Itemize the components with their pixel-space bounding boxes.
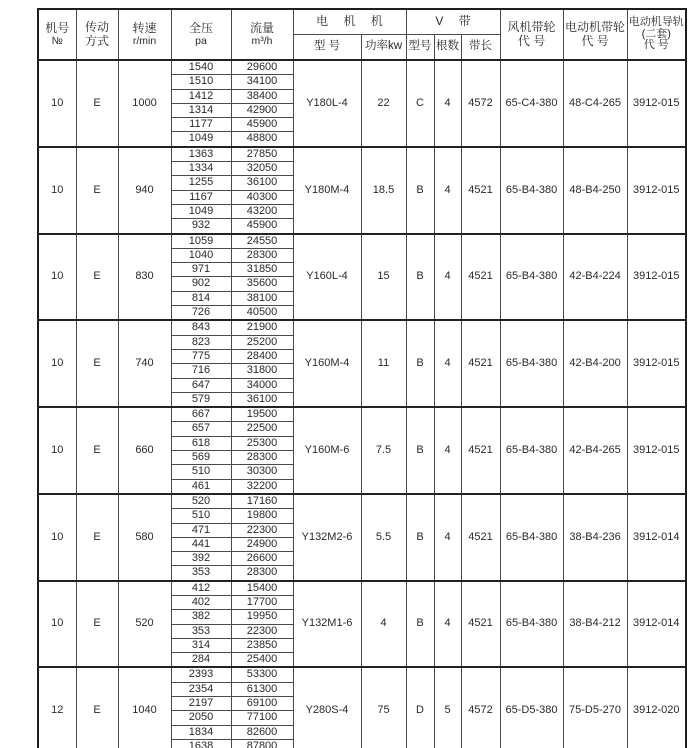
cell-pressure: 1834	[171, 725, 231, 739]
cell-flow: 19950	[231, 610, 293, 624]
cell-belt-count: 4	[434, 147, 461, 234]
cell-flow: 77100	[231, 711, 293, 725]
cell-machine-no: 10	[38, 320, 76, 407]
cell-belt-count: 4	[434, 60, 461, 147]
cell-speed: 830	[118, 234, 171, 321]
cell-fan-pulley: 65-B4-380	[500, 407, 563, 494]
cell-pressure: 569	[171, 451, 231, 465]
cell-flow: 43200	[231, 204, 293, 218]
header-machine-no	[38, 9, 76, 60]
table-row	[38, 667, 686, 682]
cell-pressure: 667	[171, 407, 231, 422]
cell-motor-power: 5.5	[361, 494, 406, 581]
cell-pressure: 520	[171, 494, 231, 509]
spec-table-body	[38, 60, 686, 748]
cell-flow: 40300	[231, 190, 293, 204]
cell-flow: 87800	[231, 739, 293, 748]
cell-speed: 940	[118, 147, 171, 234]
cell-pressure: 647	[171, 378, 231, 392]
cell-belt-length: 4572	[461, 60, 500, 147]
cell-motor-rail: 3912-015	[627, 234, 686, 321]
cell-pressure: 382	[171, 610, 231, 624]
cell-motor-power: 7.5	[361, 407, 406, 494]
cell-belt-model: B	[406, 320, 434, 407]
cell-pressure: 932	[171, 219, 231, 234]
cell-motor-rail: 3912-015	[627, 407, 686, 494]
cell-pressure: 775	[171, 349, 231, 363]
cell-pressure: 726	[171, 306, 231, 321]
cell-motor-power: 75	[361, 667, 406, 748]
table-row	[38, 581, 686, 596]
cell-pressure: 2393	[171, 667, 231, 682]
cell-pressure: 2354	[171, 682, 231, 696]
table-row	[38, 147, 686, 162]
cell-machine-no: 10	[38, 234, 76, 321]
table-row	[38, 234, 686, 249]
cell-flow: 28400	[231, 349, 293, 363]
cell-belt-count: 4	[434, 494, 461, 581]
cell-belt-length: 4572	[461, 667, 500, 748]
cell-flow: 28300	[231, 451, 293, 465]
cell-pressure: 1167	[171, 190, 231, 204]
cell-belt-model: D	[406, 667, 434, 748]
cell-pressure: 1412	[171, 89, 231, 103]
cell-belt-count: 4	[434, 581, 461, 668]
cell-pressure: 1255	[171, 176, 231, 190]
cell-belt-model: B	[406, 494, 434, 581]
header-pressure	[171, 9, 231, 60]
cell-speed: 1040	[118, 667, 171, 748]
cell-motor-power: 11	[361, 320, 406, 407]
cell-speed: 520	[118, 581, 171, 668]
cell-pressure: 353	[171, 624, 231, 638]
cell-flow: 17160	[231, 494, 293, 509]
cell-motor-model: Y160M-6	[293, 407, 361, 494]
header-speed	[118, 9, 171, 60]
cell-motor-power: 22	[361, 60, 406, 147]
table-row	[38, 494, 686, 509]
cell-belt-length: 4521	[461, 407, 500, 494]
cell-flow: 17700	[231, 595, 293, 609]
cell-pressure: 657	[171, 422, 231, 436]
cell-pressure: 823	[171, 335, 231, 349]
cell-pressure: 412	[171, 581, 231, 596]
cell-belt-model: B	[406, 581, 434, 668]
cell-belt-length: 4521	[461, 494, 500, 581]
cell-pressure: 902	[171, 277, 231, 291]
cell-machine-no: 10	[38, 581, 76, 668]
table-row	[38, 407, 686, 422]
header-speed-line2: r/min	[132, 35, 157, 48]
header-machine-no-line2: №	[51, 35, 63, 48]
cell-pressure: 1040	[171, 248, 231, 262]
header-motor-pulley	[563, 9, 627, 60]
cell-flow: 32200	[231, 479, 293, 494]
cell-motor-model: Y160L-4	[293, 234, 361, 321]
cell-flow: 26600	[231, 552, 293, 566]
cell-flow: 25400	[231, 653, 293, 668]
cell-flow: 19500	[231, 407, 293, 422]
header-motor-rail-line3: 代 号	[643, 39, 669, 52]
cell-flow: 30300	[231, 465, 293, 479]
cell-motor-model: Y280S-4	[293, 667, 361, 748]
cell-flow: 32050	[231, 162, 293, 176]
cell-pressure: 618	[171, 436, 231, 450]
cell-pressure: 1540	[171, 60, 231, 75]
cell-flow: 45900	[231, 219, 293, 234]
header-vbelt-group: V 带	[406, 9, 500, 35]
cell-fan-pulley: 65-B4-380	[500, 581, 563, 668]
cell-drive-mode: E	[76, 494, 118, 581]
cell-machine-no: 10	[38, 147, 76, 234]
cell-drive-mode: E	[76, 320, 118, 407]
header-fan-pulley-line2: 代 号	[517, 33, 546, 48]
cell-flow: 24550	[231, 234, 293, 249]
cell-pressure: 716	[171, 364, 231, 378]
cell-speed: 660	[118, 407, 171, 494]
header-motor-model: 型 号	[293, 35, 361, 61]
table-row	[38, 320, 686, 335]
cell-motor-rail: 3912-015	[627, 147, 686, 234]
cell-pressure: 1314	[171, 103, 231, 117]
cell-motor-model: Y132M1-6	[293, 581, 361, 668]
cell-flow: 25200	[231, 335, 293, 349]
cell-flow: 22300	[231, 523, 293, 537]
cell-flow: 35600	[231, 277, 293, 291]
cell-fan-pulley: 65-D5-380	[500, 667, 563, 748]
cell-pressure: 510	[171, 509, 231, 523]
cell-pressure: 1510	[171, 75, 231, 89]
cell-pressure: 1059	[171, 234, 231, 249]
header-motor-rail-line1: 电动机导轨	[628, 16, 684, 29]
header-motor-pulley-line1: 电动机带轮	[565, 19, 626, 34]
header-motor-rail	[627, 9, 686, 60]
cell-motor-pulley: 38-B4-212	[563, 581, 627, 668]
cell-machine-no: 12	[38, 667, 76, 748]
cell-pressure: 814	[171, 291, 231, 305]
cell-fan-pulley: 65-B4-380	[500, 147, 563, 234]
cell-fan-pulley: 65-B4-380	[500, 320, 563, 407]
cell-motor-rail: 3912-015	[627, 60, 686, 147]
header-vbelt-model: 型号	[406, 35, 434, 61]
cell-flow: 69100	[231, 697, 293, 711]
cell-drive-mode: E	[76, 147, 118, 234]
cell-flow: 22500	[231, 422, 293, 436]
cell-motor-power: 15	[361, 234, 406, 321]
cell-machine-no: 10	[38, 494, 76, 581]
cell-drive-mode: E	[76, 667, 118, 748]
cell-flow: 38100	[231, 291, 293, 305]
cell-flow: 61300	[231, 682, 293, 696]
cell-pressure: 843	[171, 320, 231, 335]
cell-flow: 28300	[231, 248, 293, 262]
cell-belt-count: 5	[434, 667, 461, 748]
cell-drive-mode: E	[76, 407, 118, 494]
header-motor-pulley-line2: 代 号	[581, 33, 609, 48]
cell-pressure: 2050	[171, 711, 231, 725]
cell-pressure: 353	[171, 566, 231, 581]
cell-drive-mode: E	[76, 60, 118, 147]
cell-motor-rail: 3912-015	[627, 320, 686, 407]
cell-speed: 1000	[118, 60, 171, 147]
cell-flow: 27850	[231, 147, 293, 162]
header-motor-group: 电 机 机	[293, 9, 406, 35]
cell-pressure: 1334	[171, 162, 231, 176]
cell-flow: 82600	[231, 725, 293, 739]
header-fan-pulley	[500, 9, 563, 60]
cell-belt-model: B	[406, 234, 434, 321]
cell-belt-count: 4	[434, 234, 461, 321]
cell-motor-model: Y180L-4	[293, 60, 361, 147]
cell-flow: 15400	[231, 581, 293, 596]
cell-belt-model: B	[406, 147, 434, 234]
header-fan-pulley-line1: 风机带轮	[507, 19, 556, 34]
cell-belt-model: C	[406, 60, 434, 147]
header-vbelt-count: 根数	[434, 35, 461, 61]
cell-flow: 28300	[231, 566, 293, 581]
cell-motor-model: Y132M2-6	[293, 494, 361, 581]
cell-belt-length: 4521	[461, 234, 500, 321]
header-drive-line1: 传动	[84, 19, 109, 34]
cell-pressure: 314	[171, 638, 231, 652]
cell-fan-pulley: 65-B4-380	[500, 234, 563, 321]
cell-motor-pulley: 42-B4-224	[563, 234, 627, 321]
cell-pressure: 1363	[171, 147, 231, 162]
cell-belt-length: 4521	[461, 320, 500, 407]
cell-motor-pulley: 48-B4-250	[563, 147, 627, 234]
cell-pressure: 471	[171, 523, 231, 537]
cell-motor-pulley: 42-B4-200	[563, 320, 627, 407]
header-pressure-line2: pa	[195, 35, 207, 48]
cell-belt-length: 4521	[461, 147, 500, 234]
cell-fan-pulley: 65-C4-380	[500, 60, 563, 147]
cell-belt-length: 4521	[461, 581, 500, 668]
cell-flow: 38400	[231, 89, 293, 103]
cell-flow: 31800	[231, 364, 293, 378]
cell-flow: 48800	[231, 132, 293, 147]
cell-motor-rail: 3912-014	[627, 581, 686, 668]
cell-drive-mode: E	[76, 581, 118, 668]
cell-motor-pulley: 48-C4-265	[563, 60, 627, 147]
cell-motor-pulley: 75-D5-270	[563, 667, 627, 748]
cell-pressure: 579	[171, 392, 231, 407]
cell-flow: 34100	[231, 75, 293, 89]
cell-flow: 45900	[231, 118, 293, 132]
cell-motor-model: Y180M-4	[293, 147, 361, 234]
cell-fan-pulley: 65-B4-380	[500, 494, 563, 581]
header-speed-line1: 转速	[132, 20, 157, 35]
header-pressure-line1: 全压	[188, 20, 213, 35]
header-vbelt-length: 带长	[461, 35, 500, 61]
cell-machine-no: 10	[38, 407, 76, 494]
cell-motor-pulley: 42-B4-265	[563, 407, 627, 494]
cell-motor-rail: 3912-020	[627, 667, 686, 748]
cell-pressure: 971	[171, 263, 231, 277]
cell-motor-model: Y160M-4	[293, 320, 361, 407]
cell-flow: 29600	[231, 60, 293, 75]
cell-pressure: 510	[171, 465, 231, 479]
cell-belt-count: 4	[434, 320, 461, 407]
header-motor-power: 功率kw	[361, 35, 406, 61]
header-drive-line2: 方式	[84, 33, 109, 48]
cell-flow: 22300	[231, 624, 293, 638]
cell-flow: 36100	[231, 392, 293, 407]
cell-pressure: 1049	[171, 132, 231, 147]
cell-belt-count: 4	[434, 407, 461, 494]
cell-machine-no: 10	[38, 60, 76, 147]
cell-flow: 31850	[231, 263, 293, 277]
fan-motor-spec-table	[37, 8, 687, 748]
table-row	[38, 60, 686, 75]
cell-flow: 25300	[231, 436, 293, 450]
cell-flow: 21900	[231, 320, 293, 335]
cell-pressure: 1638	[171, 739, 231, 748]
header-drive-mode	[76, 9, 118, 60]
cell-pressure: 461	[171, 479, 231, 494]
cell-flow: 53300	[231, 667, 293, 682]
header-flow-line2: m³/h	[251, 35, 273, 48]
cell-flow: 23850	[231, 638, 293, 652]
cell-pressure: 402	[171, 595, 231, 609]
cell-pressure: 1177	[171, 118, 231, 132]
table-header	[38, 9, 686, 60]
cell-pressure: 284	[171, 653, 231, 668]
cell-motor-pulley: 38-B4-236	[563, 494, 627, 581]
cell-pressure: 392	[171, 552, 231, 566]
cell-flow: 34000	[231, 378, 293, 392]
cell-motor-power: 18.5	[361, 147, 406, 234]
cell-pressure: 2197	[171, 697, 231, 711]
cell-speed: 580	[118, 494, 171, 581]
cell-flow: 36100	[231, 176, 293, 190]
cell-motor-rail: 3912-014	[627, 494, 686, 581]
header-machine-no-line1: 机号	[45, 20, 70, 35]
cell-speed: 740	[118, 320, 171, 407]
cell-flow: 42900	[231, 103, 293, 117]
header-flow	[231, 9, 293, 60]
header-row-1	[38, 9, 686, 35]
cell-pressure: 1049	[171, 204, 231, 218]
cell-motor-power: 4	[361, 581, 406, 668]
cell-flow: 19800	[231, 509, 293, 523]
cell-belt-model: B	[406, 407, 434, 494]
header-flow-line1: 流量	[249, 20, 274, 35]
cell-flow: 24900	[231, 537, 293, 551]
cell-drive-mode: E	[76, 234, 118, 321]
cell-flow: 40500	[231, 306, 293, 321]
cell-pressure: 441	[171, 537, 231, 551]
header-motor-rail-line2: (二套)	[641, 27, 671, 40]
